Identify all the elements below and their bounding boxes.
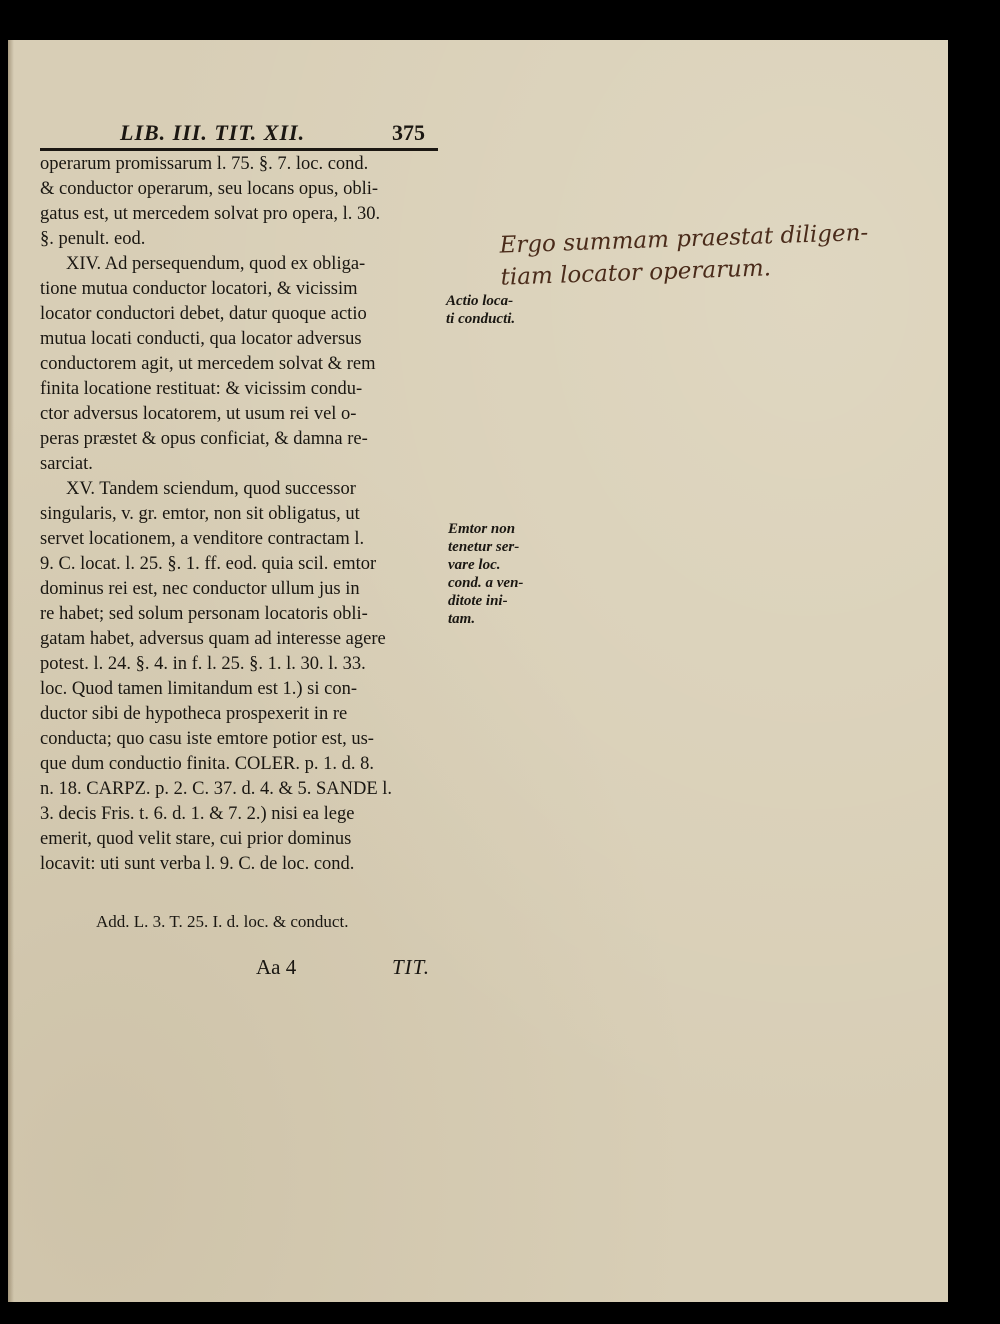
paragraph-xv-start: XV. Tandem sciendum, quod successor: [66, 479, 356, 499]
text-line: conductorem agit, ut mercedem solvat & rem: [40, 354, 376, 374]
addendum-reference: Add. L. 3. T. 25. I. d. loc. & conduct.: [96, 912, 349, 931]
catchword: TIT.: [392, 955, 431, 979]
margin-note-line: Actio loca-: [446, 293, 514, 309]
text-line: potest. l. 24. §. 4. in f. l. 25. §. 1. l. 30. l. 33.: [40, 654, 366, 674]
paragraph-xiv-start: XIV. Ad persequendum, quod ex obliga-: [66, 254, 366, 274]
margin-note-line: tam.: [448, 611, 476, 627]
handwritten-line: tiam locator operarum.: [500, 255, 772, 291]
margin-note-actio: [446, 292, 515, 328]
page-gutter-shadow: [8, 40, 14, 1302]
text-line: tione mutua conductor locatori, & vicissim: [40, 279, 358, 299]
text-line: re habet; sed solum personam locatoris obli-: [40, 604, 368, 624]
text-line: operarum promissarum l. 75. §. 7. loc. cond.: [40, 154, 369, 174]
margin-note-line: cond. a ven-: [448, 575, 524, 591]
margin-note-line: Emtor non: [448, 521, 516, 537]
text-line: que dum conductio finita. COLER. p. 1. d. 8.: [40, 754, 374, 774]
text-line: gatus est, ut mercedem solvat pro opera, l. 30.: [40, 204, 381, 224]
text-line: servet locationem, a venditore contractam l.: [40, 529, 365, 549]
margin-note-line: vare loc.: [448, 557, 501, 573]
text-line: conducta; quo casu iste emtore potior est, us-: [40, 729, 374, 749]
text-line: locavit: uti sunt verba l. 9. C. de loc. cond.: [40, 854, 355, 874]
text-line: loc. Quod tamen limitandum est 1.) si con-: [40, 679, 358, 699]
handwritten-line: Ergo summam praestat diligen-: [499, 219, 869, 259]
text-line: peras præstet & opus conficiat, & damna re-: [40, 429, 368, 449]
margin-note-line: ti conducti.: [446, 311, 516, 327]
text-line: 9. C. locat. l. 25. §. 1. ff. eod. quia scil. emtor: [40, 554, 377, 574]
margin-note-line: tenetur ser-: [448, 539, 520, 555]
text-line: ctor adversus locatorem, ut usum rei vel o-: [40, 404, 357, 424]
running-head: [40, 116, 440, 146]
text-line: n. 18. CARPZ. p. 2. C. 37. d. 4. & 5. SANDE l.: [40, 779, 393, 799]
text-line: dominus rei est, nec conductor ullum jus in: [40, 579, 360, 599]
text-line: emerit, quod velit stare, cui prior dominus: [40, 829, 352, 849]
text-line: §. penult. eod.: [40, 229, 146, 249]
margin-note-emtor: [448, 520, 523, 628]
text-line: finita locatione restituat: & vicissim condu-: [40, 379, 363, 399]
main-text-column: [40, 152, 450, 877]
margin-note-line: ditote ini-: [448, 593, 508, 609]
text-line: & conductor operarum, seu locans opus, obli-: [40, 179, 379, 199]
text-line: ductor sibi de hypotheca prospexerit in re: [40, 704, 348, 724]
text-line: mutua locati conducti, qua locator adversus: [40, 329, 362, 349]
page-number: 375: [392, 120, 425, 145]
text-line: 3. decis Fris. t. 6. d. 1. & 7. 2.) nisi ea lege: [40, 804, 355, 824]
header-rule: [40, 148, 438, 151]
text-line: locator conductori debet, datur quoque actio: [40, 304, 367, 324]
text-line: singularis, v. gr. emtor, non sit obligatus, ut: [40, 504, 360, 524]
running-head-title: LIB. III. TIT. XII.: [120, 120, 306, 145]
signature-mark: Aa 4: [256, 955, 297, 979]
text-line: sarciat.: [40, 454, 93, 474]
text-line: gatam habet, adversus quam ad interesse agere: [40, 629, 386, 649]
